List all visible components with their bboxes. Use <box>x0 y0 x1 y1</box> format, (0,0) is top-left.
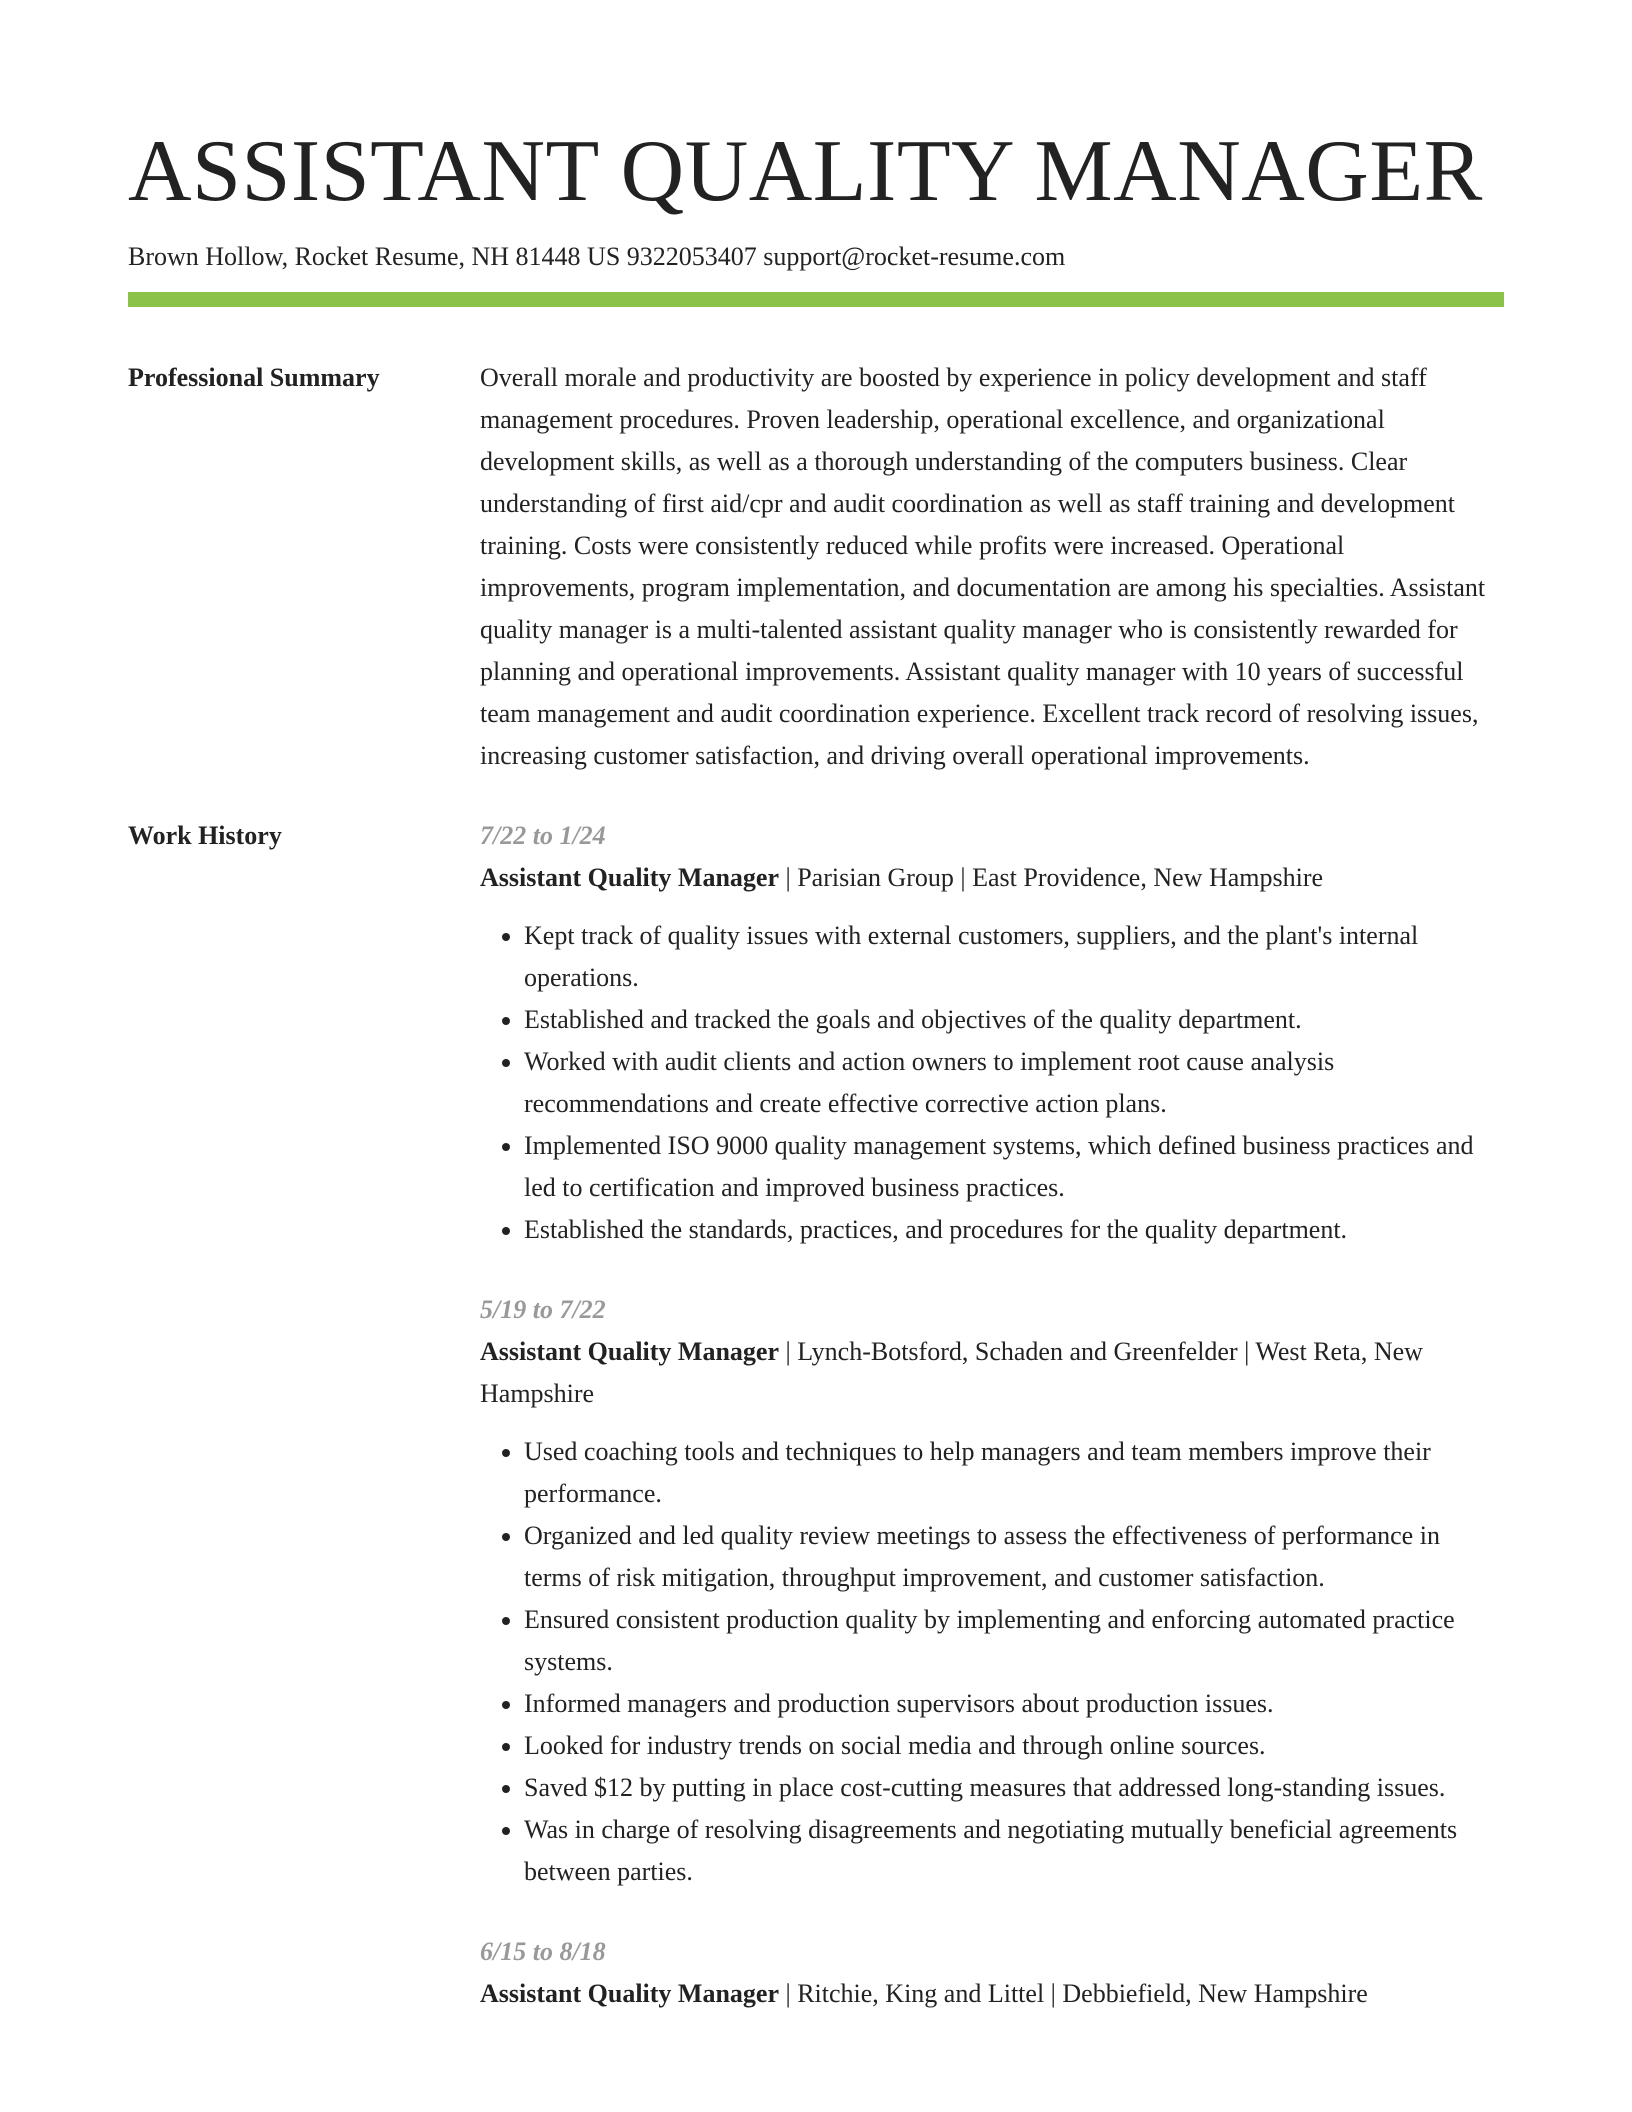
professional-summary-section <box>128 357 1504 777</box>
contact-phone: 9322053407 <box>626 242 757 271</box>
job-bullet-list <box>480 1431 1504 1893</box>
job-company-location: Parisian Group | East Providence, New Hampshire <box>797 863 1324 892</box>
job-separator: | <box>779 1979 798 2008</box>
job-bullet-list <box>480 915 1504 1251</box>
section-label-work-history: Work History <box>128 821 282 850</box>
job-bullet-item: • Saved $12 by putting in place cost-cutting measures that addressed long-standing issues. <box>524 1767 1504 1809</box>
job-title: Assistant Quality Manager <box>480 1337 779 1366</box>
summary-text: Overall morale and productivity are boosted by experience in policy development and staff management procedures. Proven leadership, operational excellence, and organizational development skills, as well as a thorough understanding of the computers business. Clear understanding of first aid/cpr and audit coordination as well as staff training and development training. Costs were consistently reduced while profits were increased. Operational improvements, program implementation, and documentation are among his specialties. Assistant quality manager is a multi-talented assistant quality manager who is consistently rewarded for planning and operational improvements. Assistant quality manager with 10 years of successful team management and audit coordination experience. Excellent track record of resolving issues, increasing customer satisfaction, and driving overall operational improvements. <box>480 363 1486 770</box>
job-title-line <box>480 1331 1504 1415</box>
job-dates: 7/22 to 1/24 <box>480 821 606 850</box>
job-bullet-item: • Implemented ISO 9000 quality management systems, which defined business practices and led to certification and improved business practices. <box>524 1125 1504 1209</box>
job-bullet-item: • Used coaching tools and techniques to help managers and team members improve their performance. <box>524 1431 1504 1515</box>
contact-line <box>128 240 1504 274</box>
job-bullet-item: • Organized and led quality review meetings to assess the effectiveness of performance in terms of risk mitigation, throughput improvement, and customer satisfaction. <box>524 1515 1504 1599</box>
job-entry <box>480 815 1504 1251</box>
job-entry <box>480 1931 1504 2015</box>
job-bullet-item: • Ensured consistent production quality by implementing and enforcing automated practice systems. <box>524 1599 1504 1683</box>
job-title: Assistant Quality Manager <box>480 1979 779 2008</box>
header-accent-rule <box>128 292 1504 307</box>
job-bullet-item: • Was in charge of resolving disagreements and negotiating mutually beneficial agreements between parties. <box>524 1809 1504 1893</box>
contact-email[interactable]: support@rocket-resume.com <box>763 242 1066 271</box>
section-label-summary: Professional Summary <box>128 363 380 392</box>
job-title-line <box>480 1973 1504 2015</box>
job-company-location: Ritchie, King and Littel | Debbiefield, New Hampshire <box>797 1979 1368 2008</box>
job-bullet-item: • Worked with audit clients and action owners to implement root cause analysis recommendations and create effective corrective action plans. <box>524 1041 1504 1125</box>
job-bullet-item: • Established and tracked the goals and objectives of the quality department. <box>524 999 1504 1041</box>
job-dates: 6/15 to 8/18 <box>480 1937 606 1966</box>
work-history-body <box>480 815 1504 2053</box>
job-bullet-item: • Established the standards, practices, and procedures for the quality department. <box>524 1209 1504 1251</box>
job-entry <box>480 1289 1504 1893</box>
work-history-section <box>128 815 1504 2053</box>
contact-address: Brown Hollow, Rocket Resume, NH 81448 US <box>128 242 621 271</box>
job-title: Assistant Quality Manager <box>480 863 779 892</box>
job-bullet-item: • Looked for industry trends on social media and through online sources. <box>524 1725 1504 1767</box>
resume-name-heading: ASSISTANT QUALITY MANAGER <box>128 123 1483 220</box>
job-separator: | <box>779 1337 798 1366</box>
job-dates: 5/19 to 7/22 <box>480 1295 606 1324</box>
job-company-location: Lynch-Botsford, Schaden and Greenfelder | West Reta, New Hampshire <box>480 1337 1423 1408</box>
resume-page <box>128 0 1504 2053</box>
job-bullet-item: • Kept track of quality issues with external customers, suppliers, and the plant's internal operations. <box>524 915 1504 999</box>
job-title-line <box>480 857 1504 899</box>
job-bullet-item: • Informed managers and production supervisors about production issues. <box>524 1683 1504 1725</box>
job-separator: | <box>779 863 798 892</box>
summary-body <box>480 357 1504 777</box>
